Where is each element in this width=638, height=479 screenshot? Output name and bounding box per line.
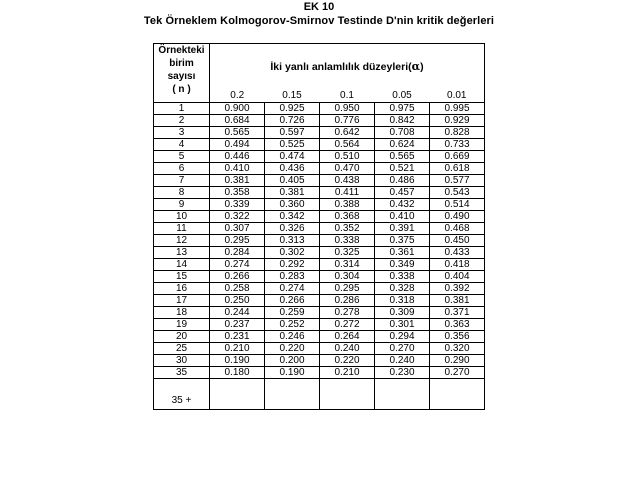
sample-size-cell: 19 [154, 319, 210, 331]
sample-size-cell: 5 [154, 151, 210, 163]
critical-value-cell: 0.294 [375, 331, 430, 343]
critical-value-cell: 0.272 [320, 319, 375, 331]
critical-value-cell: 0.231 [210, 331, 265, 343]
critical-value-cell: 0.381 [265, 187, 320, 199]
table-row [154, 259, 485, 271]
critical-value-cell: 0.266 [210, 271, 265, 283]
sample-size-cell: 9 [154, 199, 210, 211]
sample-size-cell: 16 [154, 283, 210, 295]
critical-value-cell: 0.381 [430, 295, 485, 307]
critical-value-cell: 0.295 [320, 283, 375, 295]
critical-value-cell: 0.432 [375, 199, 430, 211]
critical-value-cell: 0.468 [430, 223, 485, 235]
critical-value-cell: 0.433 [430, 247, 485, 259]
critical-value-cell: 0.404 [430, 271, 485, 283]
critical-value-cell: 0.292 [265, 259, 320, 271]
critical-value-cell: 0.363 [430, 319, 485, 331]
critical-value-cell: 0.200 [265, 355, 320, 367]
level-header: 0.05 [392, 90, 412, 101]
critical-value-cell: 0.597 [265, 127, 320, 139]
critical-value-cell: 0.418 [430, 259, 485, 271]
critical-value-cell: 0.259 [265, 307, 320, 319]
sample-size-cell: 11 [154, 223, 210, 235]
critical-value-cell: 0.929 [430, 115, 485, 127]
critical-value-cell: 0.360 [265, 199, 320, 211]
sample-size-cell: 13 [154, 247, 210, 259]
sample-size-cell: 18 [154, 307, 210, 319]
critical-value-cell: 0.230 [375, 367, 430, 379]
table-row [154, 283, 485, 295]
critical-value-cell: 0.776 [320, 115, 375, 127]
table-row [154, 103, 485, 115]
sample-size-cell: 7 [154, 175, 210, 187]
table-row [154, 223, 485, 235]
critical-value-cell: 0.514 [430, 199, 485, 211]
critical-value-cell: 0.828 [430, 127, 485, 139]
sample-size-header [154, 44, 210, 103]
critical-value-cell: 0.284 [210, 247, 265, 259]
table-row [154, 331, 485, 343]
table-row [154, 163, 485, 175]
critical-value-cell: 0.180 [210, 367, 265, 379]
critical-value-cell: 0.246 [265, 331, 320, 343]
critical-value-cell: 0.326 [265, 223, 320, 235]
critical-value-cell: 0.349 [375, 259, 430, 271]
critical-value-cell: 0.266 [265, 295, 320, 307]
critical-value-cell: 0.307 [210, 223, 265, 235]
critical-value-cell [375, 379, 430, 410]
critical-value-cell: 0.995 [430, 103, 485, 115]
critical-value-cell: 0.733 [430, 139, 485, 151]
critical-value-cell: 0.270 [375, 343, 430, 355]
critical-value-cell: 0.352 [320, 223, 375, 235]
critical-value-cell: 0.302 [265, 247, 320, 259]
critical-value-cell [430, 379, 485, 410]
critical-value-cell: 0.250 [210, 295, 265, 307]
critical-value-cell: 0.565 [375, 151, 430, 163]
annex-label: EK 10 [303, 1, 335, 13]
table-row [154, 355, 485, 367]
critical-value-cell: 0.521 [375, 163, 430, 175]
critical-value-cell: 0.264 [320, 331, 375, 343]
critical-value-cell: 0.371 [430, 307, 485, 319]
critical-value-cell: 0.975 [375, 103, 430, 115]
critical-value-cell [265, 379, 320, 410]
critical-value-cell: 0.669 [430, 151, 485, 163]
critical-value-cell: 0.210 [320, 367, 375, 379]
table-row [154, 175, 485, 187]
table-row [154, 307, 485, 319]
level-header: 0.1 [340, 90, 354, 101]
critical-value-cell: 0.328 [375, 283, 430, 295]
alpha-symbol: α [411, 60, 421, 73]
critical-value-cell: 0.361 [375, 247, 430, 259]
critical-value-cell: 0.356 [430, 331, 485, 343]
table-row [154, 319, 485, 331]
critical-value-cell: 0.318 [375, 295, 430, 307]
critical-value-cell: 0.525 [265, 139, 320, 151]
sample-size-cell: 10 [154, 211, 210, 223]
table-row [154, 367, 485, 379]
table-row [154, 127, 485, 139]
critical-value-cell: 0.339 [210, 199, 265, 211]
critical-value-cell: 0.244 [210, 307, 265, 319]
critical-value-cell: 0.925 [265, 103, 320, 115]
sample-size-header-line: birim [169, 58, 194, 69]
critical-value-cell: 0.283 [265, 271, 320, 283]
sample-size-cell: 1 [154, 103, 210, 115]
table-row [154, 199, 485, 211]
sample-size-cell: 4 [154, 139, 210, 151]
significance-level-header [210, 44, 485, 91]
sample-size-header-line: Örnekteki [158, 45, 205, 56]
critical-value-cell: 0.410 [210, 163, 265, 175]
sample-size-cell: 20 [154, 331, 210, 343]
sample-size-cell: 25 [154, 343, 210, 355]
table-row [154, 139, 485, 151]
page-title: Tek Örneklem Kolmogorov-Smirnov Testinde D'nin kritik değerleri [143, 15, 495, 27]
table-row [154, 211, 485, 223]
critical-value-cell: 0.270 [430, 367, 485, 379]
critical-value-cell: 0.446 [210, 151, 265, 163]
critical-value-cell: 0.726 [265, 115, 320, 127]
table-row [154, 235, 485, 247]
critical-value-cell: 0.410 [375, 211, 430, 223]
table-row [154, 247, 485, 259]
level-header: 0.2 [230, 90, 245, 101]
sample-size-cell: 15 [154, 271, 210, 283]
header-row [154, 44, 485, 91]
critical-value-cell [320, 379, 375, 410]
critical-value-cell: 0.438 [320, 175, 375, 187]
sample-size-header-line: ( n ) [172, 84, 191, 95]
critical-values-table [153, 43, 485, 410]
critical-value-cell: 0.190 [265, 367, 320, 379]
critical-value-cell: 0.470 [320, 163, 375, 175]
critical-value-cell: 0.301 [375, 319, 430, 331]
critical-value-cell: 0.237 [210, 319, 265, 331]
table-row [154, 379, 485, 410]
critical-value-cell: 0.565 [210, 127, 265, 139]
table-row [154, 271, 485, 283]
sample-size-cell: 17 [154, 295, 210, 307]
sample-size-cell: 35 [154, 367, 210, 379]
critical-value-cell: 0.313 [265, 235, 320, 247]
sample-size-cell: 3 [154, 127, 210, 139]
significance-level-header-text: İki yanlı anlamlılık düzeyleri( [270, 61, 412, 73]
critical-value-cell: 0.304 [320, 271, 375, 283]
critical-value-cell: 0.486 [375, 175, 430, 187]
critical-value-cell: 0.457 [375, 187, 430, 199]
critical-value-cell: 0.220 [320, 355, 375, 367]
table-row [154, 295, 485, 307]
critical-value-cell: 0.309 [375, 307, 430, 319]
critical-value-cell: 0.322 [210, 211, 265, 223]
critical-value-cell: 0.314 [320, 259, 375, 271]
critical-value-cell: 0.474 [265, 151, 320, 163]
critical-value-cell: 0.274 [265, 283, 320, 295]
critical-value-cell: 0.210 [210, 343, 265, 355]
critical-value-cell: 0.325 [320, 247, 375, 259]
critical-value-cell: 0.642 [320, 127, 375, 139]
critical-value-cell: 0.543 [430, 187, 485, 199]
sample-size-cell: 12 [154, 235, 210, 247]
sample-size-cell: 14 [154, 259, 210, 271]
sample-size-cell: 8 [154, 187, 210, 199]
critical-value-cell: 0.375 [375, 235, 430, 247]
critical-value-cell: 0.240 [320, 343, 375, 355]
critical-value-cell: 0.624 [375, 139, 430, 151]
critical-value-cell: 0.295 [210, 235, 265, 247]
critical-value-cell: 0.342 [265, 211, 320, 223]
critical-value-cell: 0.252 [265, 319, 320, 331]
table-row [154, 115, 485, 127]
critical-value-cell: 0.842 [375, 115, 430, 127]
critical-value-cell: 0.274 [210, 259, 265, 271]
table-row [154, 343, 485, 355]
critical-value-cell: 0.320 [430, 343, 485, 355]
sample-size-cell: 30 [154, 355, 210, 367]
critical-value-cell: 0.490 [430, 211, 485, 223]
critical-value-cell: 0.381 [210, 175, 265, 187]
table-row [154, 187, 485, 199]
critical-value-cell: 0.411 [320, 187, 375, 199]
critical-value-cell: 0.708 [375, 127, 430, 139]
critical-value-cell: 0.391 [375, 223, 430, 235]
critical-value-cell: 0.240 [375, 355, 430, 367]
critical-value-cell: 0.286 [320, 295, 375, 307]
critical-value-cell: 0.618 [430, 163, 485, 175]
level-header: 0.01 [430, 90, 485, 103]
critical-value-cell: 0.684 [210, 115, 265, 127]
critical-value-cell: 0.494 [210, 139, 265, 151]
significance-level-header-close: ) [420, 61, 424, 73]
critical-value-cell: 0.900 [210, 103, 265, 115]
sample-size-cell: 6 [154, 163, 210, 175]
critical-value-cell: 0.338 [375, 271, 430, 283]
table-row [154, 151, 485, 163]
critical-value-cell: 0.368 [320, 211, 375, 223]
critical-value-cell: 0.220 [265, 343, 320, 355]
sample-size-header-line: sayısı [167, 71, 196, 82]
critical-value-cell: 0.950 [320, 103, 375, 115]
level-header: 0.15 [282, 90, 302, 101]
critical-value-cell: 0.278 [320, 307, 375, 319]
critical-value-cell: 0.392 [430, 283, 485, 295]
sample-size-cell: 35 + [154, 379, 210, 410]
critical-value-cell: 0.190 [210, 355, 265, 367]
sample-size-cell: 2 [154, 115, 210, 127]
critical-value-cell: 0.510 [320, 151, 375, 163]
critical-value-cell: 0.358 [210, 187, 265, 199]
critical-value-cell: 0.338 [320, 235, 375, 247]
critical-value-cell: 0.290 [430, 355, 485, 367]
critical-value-cell: 0.577 [430, 175, 485, 187]
critical-value-cell: 0.405 [265, 175, 320, 187]
critical-value-cell: 0.564 [320, 139, 375, 151]
critical-value-cell: 0.388 [320, 199, 375, 211]
critical-value-cell: 0.436 [265, 163, 320, 175]
critical-value-cell: 0.450 [430, 235, 485, 247]
critical-value-cell: 0.258 [210, 283, 265, 295]
critical-value-cell [210, 379, 265, 410]
